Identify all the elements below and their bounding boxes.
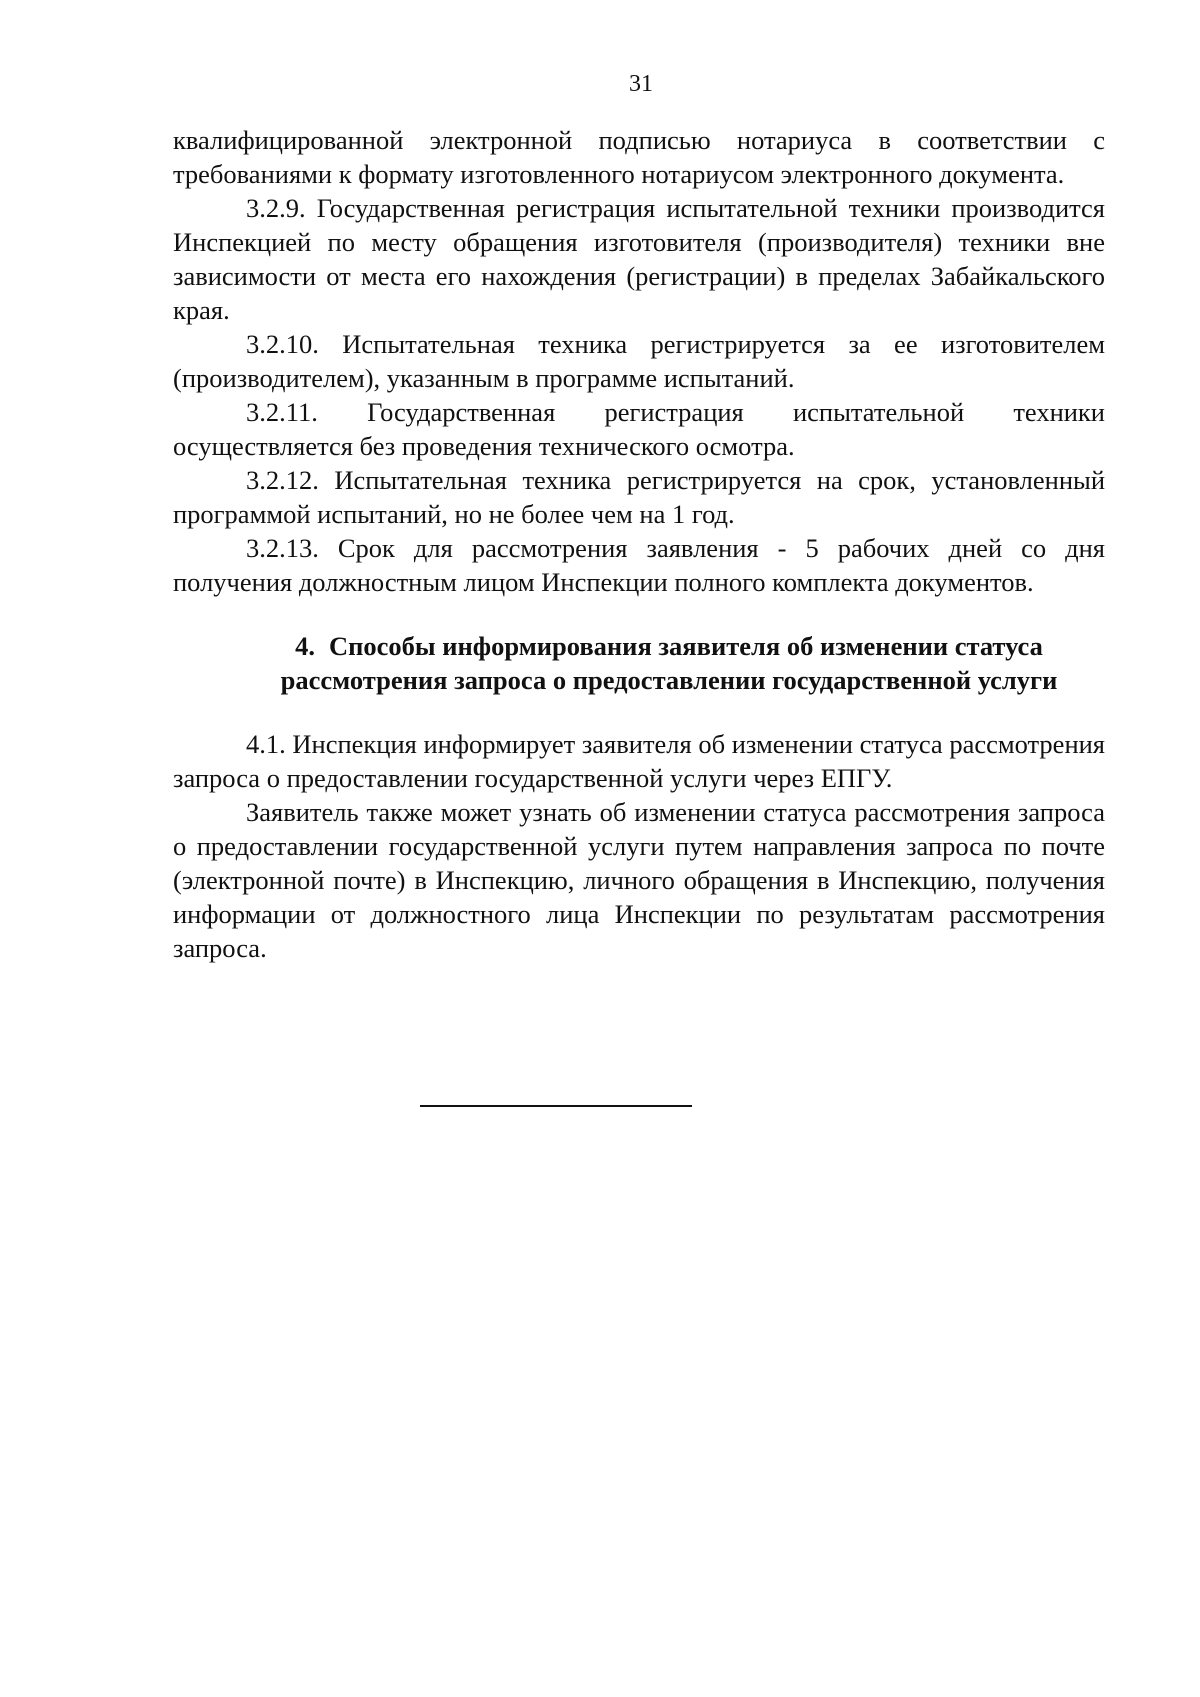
document-body <box>173 123 1105 965</box>
paragraph-3-2-11: 3.2.11. Государственная регистрация испытательной техники осуществляется без проведения технического осмотра. <box>173 397 1105 461</box>
page-number: 31 <box>629 71 653 97</box>
section-heading <box>173 629 1105 697</box>
section-heading-line-2: рассмотрения запроса о предоставлении государственной услуги <box>280 665 1058 695</box>
paragraph-4-1: 4.1. Инспекция информирует заявителя об изменении статуса рассмотрения запроса о предоставлении государственной услуги через ЕПГУ. <box>173 729 1105 793</box>
paragraph-3-2-10: 3.2.10. Испытательная техника регистрируется за ее изготовителем (производителем), указанным в программе испытаний. <box>173 329 1105 393</box>
paragraph-continuation: квалифицированной электронной подписью нотариуса в соответствии с требованиями к формату изготовленного нотариусом электронного документа. <box>173 125 1105 189</box>
section-number: 4. <box>295 631 315 661</box>
paragraph-3-2-12: 3.2.12. Испытательная техника регистрируется на срок, установленный программой испытаний, но не более чем на 1 год. <box>173 465 1105 529</box>
paragraph-3-2-9: 3.2.9. Государственная регистрация испытательной техники производится Инспекцией по месту обращения изготовителя (производителя) техники вне зависимости от места его нахождения (регистрации) в пределах Забайкальского края. <box>173 193 1105 325</box>
paragraph-applicant-info: Заявитель также может узнать об изменении статуса рассмотрения запроса о предоставлении государственной услуги путем направления запроса по почте (электронной почте) в Инспекцию, личного обращения в Инспекцию, получения информации от должностного лица Инспекции по результатам рассмотрения запроса. <box>173 797 1105 963</box>
section-title-part-1: Способы информирования заявителя об изменении статуса <box>329 631 1043 661</box>
section-heading-line-1 <box>233 629 1105 663</box>
closing-rule <box>420 1105 692 1107</box>
paragraph-3-2-13: 3.2.13. Срок для рассмотрения заявления - 5 рабочих дней со дня получения должностным лицом Инспекции полного комплекта документов. <box>173 533 1105 597</box>
